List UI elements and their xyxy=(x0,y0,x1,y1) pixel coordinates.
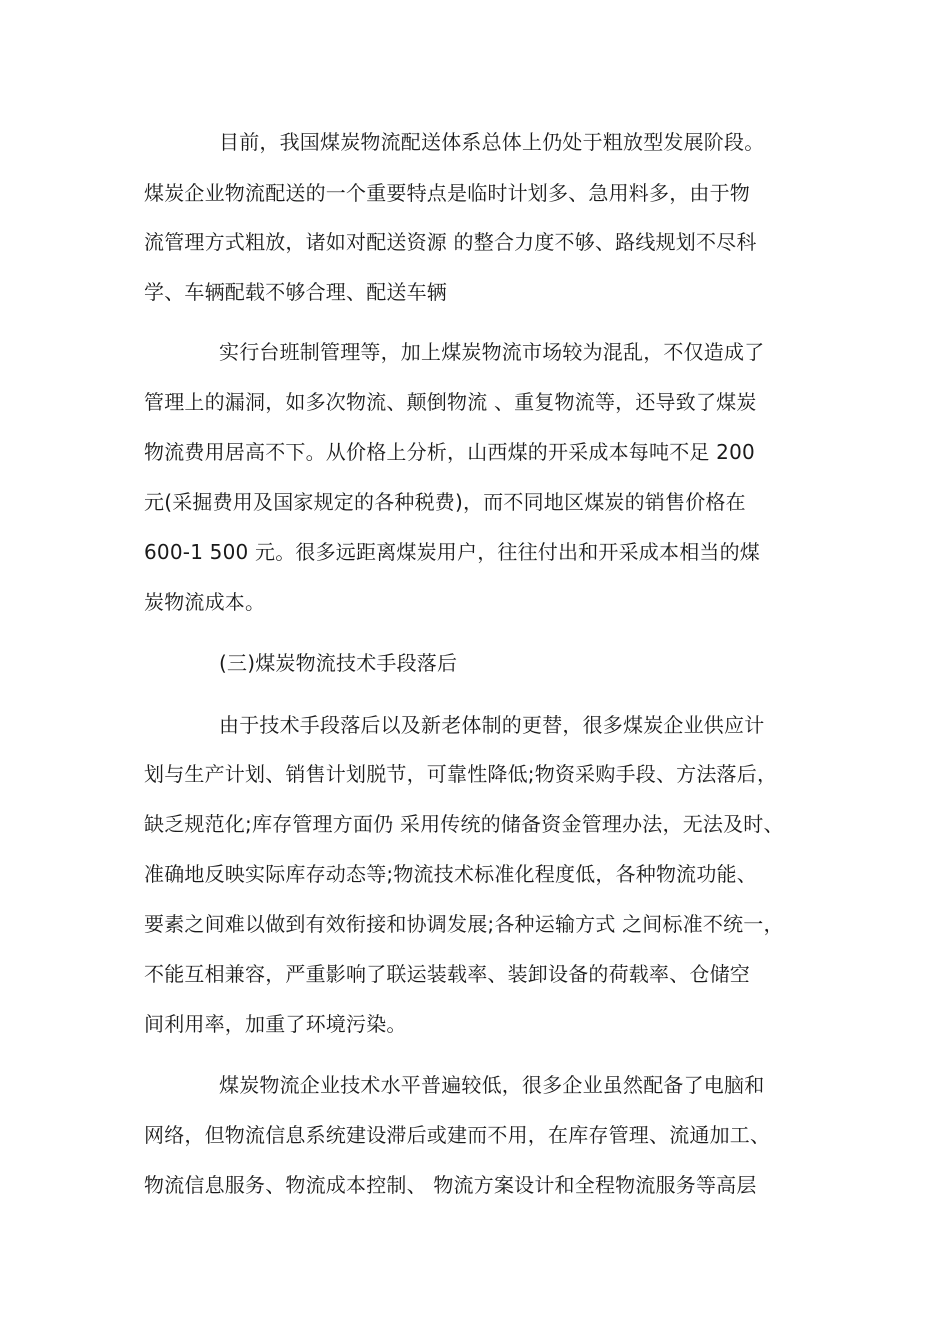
paragraph-3-line-5: 要素之间难以做到有效衔接和协调发展;各种运输方式 之间标准不统一， xyxy=(144,912,784,936)
paragraph-4-line-1: 煤炭物流企业技术水平普遍较低，很多企业虽然配备了电脑和 xyxy=(219,1073,765,1097)
paragraph-1-line-1: 目前，我国煤炭物流配送体系总体上仍处于粗放型发展阶段。 xyxy=(219,130,765,154)
paragraph-2-line-1: 实行台班制管理等，加上煤炭物流市场较为混乱，不仅造成了 xyxy=(219,340,765,364)
paragraph-2-line-4: 元(采掘费用及国家规定的各种税费)，而不同地区煤炭的销售价格在 xyxy=(144,490,746,514)
paragraph-4-line-3: 物流信息服务、物流成本控制、 物流方案设计和全程物流服务等高层 xyxy=(144,1173,757,1197)
paragraph-1-line-2: 煤炭企业物流配送的一个重要特点是临时计划多、急用料多，由于物 xyxy=(144,181,750,205)
paragraph-1-line-3: 流管理方式粗放，诸如对配送资源 的整合力度不够、路线规划不尽科 xyxy=(144,230,757,254)
paragraph-2-line-3: 物流费用居高不下。从价格上分析，山西煤的开采成本每吨不足 200 xyxy=(144,440,755,464)
paragraph-1-line-4: 学、车辆配载不够合理、配送车辆 xyxy=(144,280,447,304)
paragraph-4-line-2: 网络，但物流信息系统建设滞后或建而不用，在库存管理、流通加工、 xyxy=(144,1123,771,1147)
paragraph-2-line-6: 炭物流成本。 xyxy=(144,590,266,614)
paragraph-2-line-2: 管理上的漏洞，如多次物流、颠倒物流 、重复物流等，还导致了煤炭 xyxy=(144,390,757,414)
paragraph-3-line-6: 不能互相兼容，严重影响了联运装载率、装卸设备的荷载率、仓储空 xyxy=(144,962,750,986)
paragraph-3-line-1: 由于技术手段落后以及新老体制的更替，很多煤炭企业供应计 xyxy=(219,713,765,737)
paragraph-3-line-2: 划与生产计划、销售计划脱节，可靠性降低;物资采购手段、方法落后， xyxy=(144,762,778,786)
paragraph-3-line-3: 缺乏规范化;库存管理方面仍 采用传统的储备资金管理办法，无法及时、 xyxy=(144,812,784,836)
section-heading: (三)煤炭物流技术手段落后 xyxy=(219,651,458,675)
paragraph-3-line-4: 准确地反映实际库存动态等;物流技术标准化程度低，各种物流功能、 xyxy=(144,862,757,886)
paragraph-3-line-7: 间利用率，加重了环境污染。 xyxy=(144,1012,407,1036)
paragraph-2-line-5: 600-1 500 元。很多远距离煤炭用户，往往付出和开采成本相当的煤 xyxy=(144,540,761,564)
